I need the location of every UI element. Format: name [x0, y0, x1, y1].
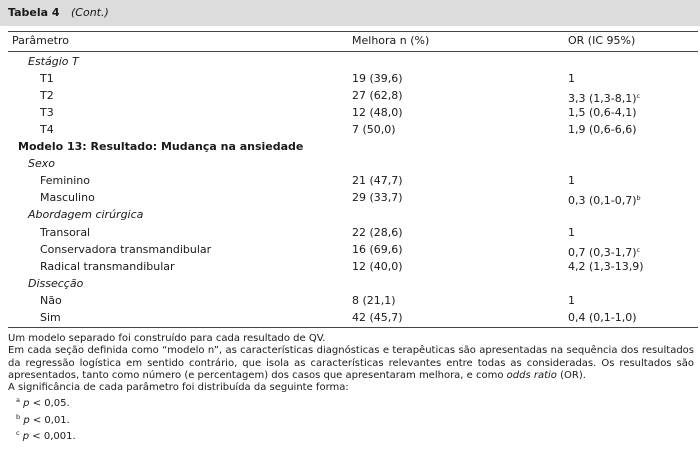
table-continued-label: (Cont.): [71, 6, 109, 19]
significance-mark: b: [636, 194, 641, 202]
header-improvement: Melhora n (%): [352, 34, 430, 47]
row-label: Masculino: [40, 191, 95, 204]
or-cell: 1: [568, 72, 575, 85]
improvement-cell: 27 (62,8): [352, 89, 403, 102]
improvement-cell: 42 (45,7): [352, 311, 403, 324]
row-label: Conservadora transmandibular: [40, 243, 212, 256]
row-label: T3: [40, 106, 54, 119]
model-heading: Modelo 13: Resultado: Mudança na ansiedade: [18, 140, 304, 153]
row-label: T2: [40, 89, 54, 102]
improvement-cell: 7 (50,0): [352, 123, 396, 136]
row-label: Não: [40, 294, 62, 307]
header-bottom-rule: [8, 51, 698, 52]
note-paragraph-end: (OR).: [556, 369, 586, 381]
row-label: T4: [40, 123, 54, 136]
footnote: $^a$ p < 0,05.: [16, 396, 70, 410]
improvement-cell: 21 (47,7): [352, 174, 403, 187]
or-cell: 4,2 (1,3-13,9): [568, 260, 644, 273]
or-cell: 1: [568, 174, 575, 187]
row-label: Transoral: [40, 226, 91, 239]
improvement-cell: 12 (40,0): [352, 260, 403, 273]
or-cell: 1: [568, 294, 575, 307]
header-parameter: Parâmetro: [12, 34, 69, 47]
row-label: Feminino: [40, 174, 90, 187]
or-cell: 1,5 (0,6-4,1): [568, 106, 637, 119]
row-label: Radical transmandibular: [40, 260, 175, 273]
note-model: Um modelo separado foi construído para cada resultado de QV.: [8, 333, 326, 344]
table-title-bar: [0, 0, 700, 26]
improvement-cell: 8 (21,1): [352, 294, 396, 307]
or-cell: 1,9 (0,6-6,6): [568, 123, 637, 136]
table-notes: [8, 333, 694, 443]
or-cell: 0,4 (0,1-1,0): [568, 311, 637, 324]
improvement-cell: 12 (48,0): [352, 106, 403, 119]
row-label: Sim: [40, 311, 61, 324]
note-significance: A significância de cada parâmetro foi distribuída da seguinte forma:: [8, 382, 349, 394]
group-label: Abordagem cirúrgica: [28, 208, 144, 221]
or-cell: 0,7 $(0,3-1,7)^c$: [568, 246, 641, 259]
table-title: Tabela 4: [8, 6, 60, 19]
significance-mark: c: [636, 92, 641, 100]
improvement-cell: 19 (39,6): [352, 72, 403, 85]
improvement-cell: 22 (28,6): [352, 226, 403, 239]
footnote: $^c$ p < 0,001.: [16, 429, 76, 443]
improvement-cell: 16 (69,6): [352, 243, 403, 256]
group-label: Sexo: [28, 157, 55, 170]
improvement-cell: 29 (33,7): [352, 191, 403, 204]
or-cell: 0,3 $(0,1-0,7)^b$: [568, 194, 641, 207]
or-cell: 3,3 $(1,3-8,1)^c$: [568, 92, 641, 105]
header-top-rule: [8, 31, 698, 32]
footnote-list: [8, 394, 694, 443]
header-or: OR (IC 95%): [568, 34, 636, 47]
note-paragraph: [8, 345, 694, 382]
group-label: Dissecção: [28, 277, 84, 290]
group-label: Estágio T: [28, 55, 79, 68]
note-paragraph-text: Em cada seção definida como “modelo n”, as características diagnósticas e terapêuticas são apresentadas na sequência dos resultados da regressão logística em sentido contrário, que isola as características relevantes entre todas as consideradas. Os resultados são apresentados, tanto como número (e percentagem) dos casos que apresentaram melhora, e como: [8, 345, 694, 381]
row-label: T1: [40, 72, 54, 85]
significance-mark: c: [636, 246, 641, 254]
note-odds-ratio: odds ratio: [506, 369, 557, 381]
or-cell: 1: [568, 226, 575, 239]
footnote: $^b$ p < 0,01.: [16, 412, 70, 426]
table-bottom-rule: [8, 327, 698, 328]
